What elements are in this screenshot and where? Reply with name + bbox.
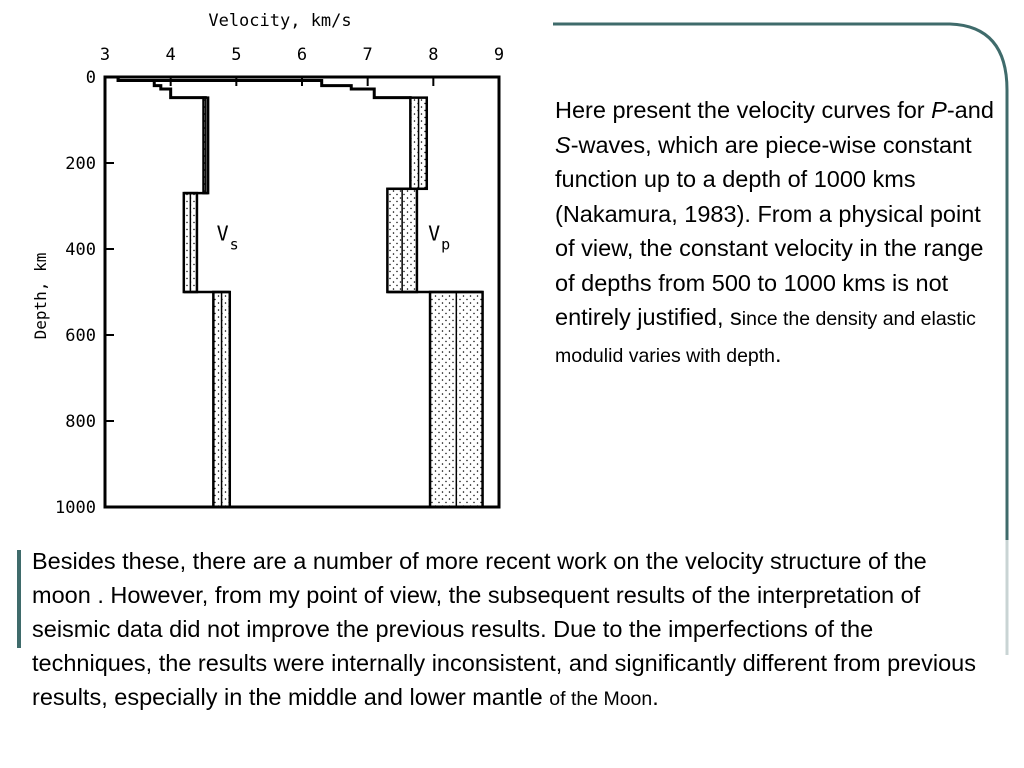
body-text-main: Besides these, there are a number of more recent work on the velocity structure of the moon . However, from my point of view, the subsequent results of the interpretation of seismic data did not improve the previous results. Due to the imperfections of the techniques, the results were internally inconsistent, and significantly different from previous results, especially in the middle and lower mantle bbox=[32, 548, 976, 710]
body-text-small: of the Moon bbox=[549, 688, 653, 710]
y-tick-label: 1000 bbox=[55, 498, 96, 518]
series-vp-label-subscript: p bbox=[441, 235, 451, 254]
y-tick-label: 800 bbox=[65, 412, 96, 432]
body-paragraph bbox=[32, 544, 992, 716]
intro-text-3: -waves, which are piece-wise constant function up to a depth of 1000 kms (Nakamura, 1983). From a physical point of view, the constant velocity in the range of depths from 500 to 1000 kms is not entirely justified, s bbox=[555, 131, 984, 330]
x-tick-label: 5 bbox=[231, 45, 242, 65]
y-tick-label: 400 bbox=[65, 240, 96, 260]
x-tick-label: 8 bbox=[428, 45, 439, 65]
velocity-depth-chart bbox=[0, 0, 520, 525]
y-tick-label: 0 bbox=[85, 68, 96, 88]
y-axis-label: Depth, km bbox=[31, 252, 50, 340]
body-text-end: . bbox=[652, 684, 659, 710]
x-tick-label: 9 bbox=[493, 45, 505, 65]
intro-text-end: . bbox=[775, 340, 782, 367]
y-tick-label: 600 bbox=[65, 326, 96, 346]
y-tick-label: 200 bbox=[65, 154, 96, 174]
series-vs-label: V bbox=[216, 221, 229, 246]
x-tick-label: 4 bbox=[165, 45, 176, 65]
intro-paragraph bbox=[555, 93, 995, 373]
intro-text-small: ince the density and elastic modulid varies with depth bbox=[555, 308, 976, 367]
series-vs-label-subscript: s bbox=[229, 235, 239, 254]
intro-s-symbol: S bbox=[555, 131, 571, 158]
intro-text-1: Here present the velocity curves for bbox=[555, 97, 932, 123]
chart-title: Velocity, km/s bbox=[208, 11, 352, 31]
x-tick-label: 3 bbox=[99, 45, 111, 65]
x-tick-label: 7 bbox=[362, 45, 373, 65]
series-vp-label: V bbox=[428, 221, 441, 246]
intro-text-2: -and bbox=[946, 97, 994, 123]
series-layer bbox=[118, 77, 482, 507]
intro-p-symbol: P bbox=[931, 97, 947, 123]
x-tick-label: 6 bbox=[296, 45, 308, 65]
